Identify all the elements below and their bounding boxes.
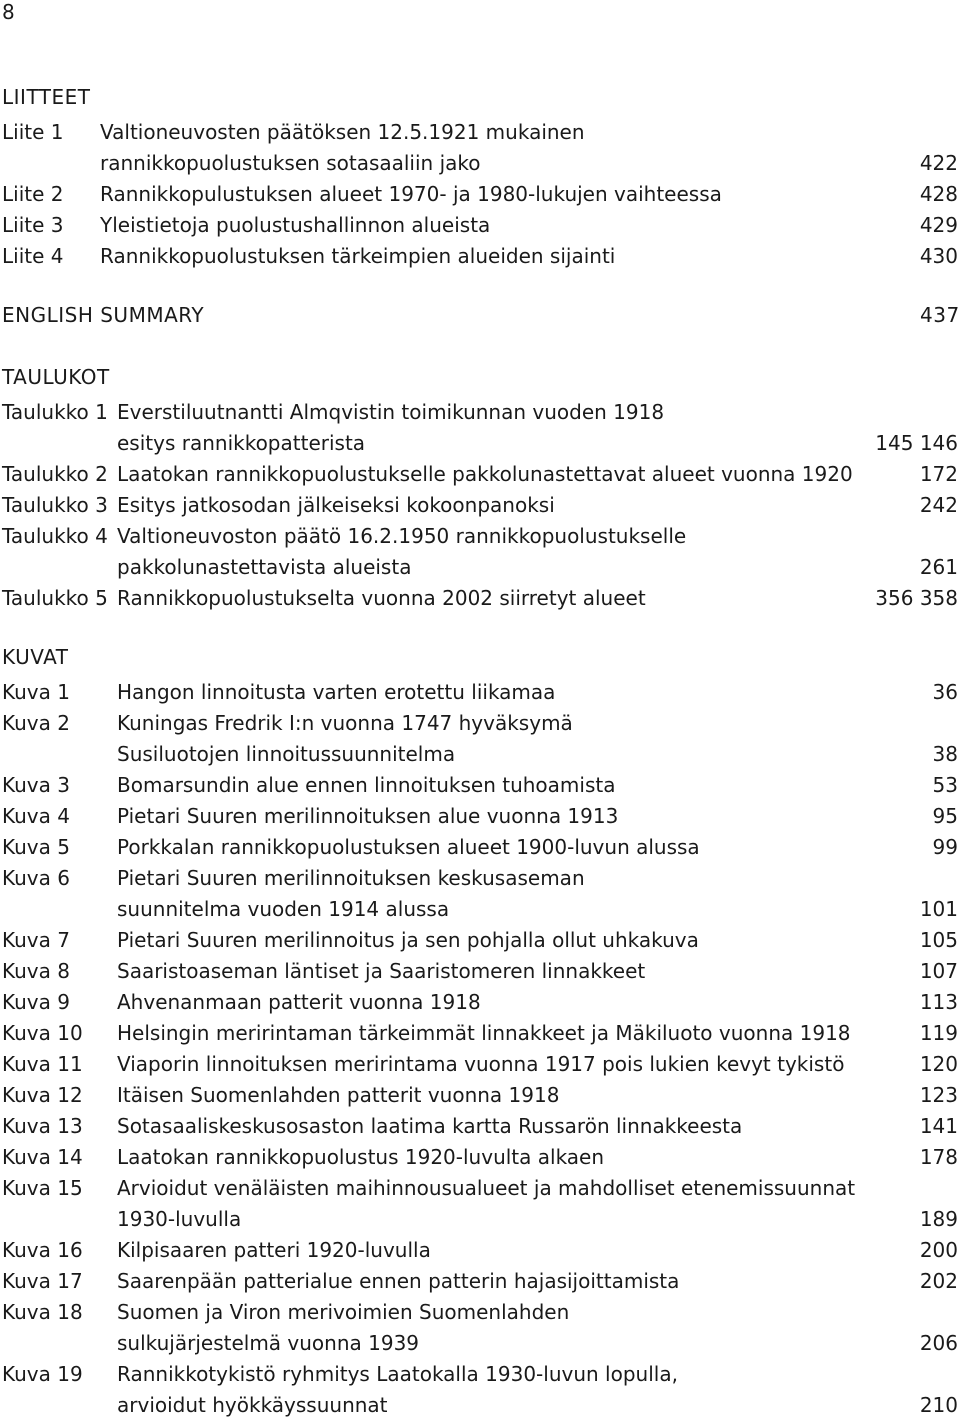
entry-page-number: 119 [919,1021,958,1045]
list-item [0,680,960,711]
entry-description [117,804,618,835]
entry-description [117,586,646,617]
entry-description [100,213,490,244]
entry-description-line: Pietari Suuren merilinnoitus ja sen pohjalla ollut uhkakuva [117,928,699,952]
list-item [0,462,960,493]
entry-description [117,928,699,959]
entry-description [117,835,700,866]
entry-description [100,182,722,213]
entry-label: Kuva 8 [2,959,70,983]
entry-description [117,1238,431,1269]
entry-description-line: Esitys jatkosodan jälkeiseksi kokoonpanoksi [117,493,555,517]
entry-description-line: Laatokan rannikkopuolustus 1920-luvulta alkaen [117,1145,605,1169]
list-item [0,1052,960,1083]
entry-description-line: Everstiluutnantti Almqvistin toimikunnan vuoden 1918 [117,400,665,424]
entry-description-line: Helsingin meririntaman tärkeimmät linnakkeet ja Mäkiluoto vuonna 1918 [117,1021,851,1045]
entry-page-number: 189 [919,1207,958,1231]
page-number: 8 [2,0,15,24]
entry-label: Kuva 17 [2,1269,83,1293]
entry-description-line: Ahvenanmaan patterit vuonna 1918 [117,990,481,1014]
entry-description-line: Kilpisaaren patteri 1920-luvulla [117,1238,431,1262]
entry-page-number: 107 [919,959,958,983]
entry-page-number: 53 [932,773,958,797]
entry-page-number: 356 358 [875,586,958,610]
entry-label: Taulukko 2 [2,462,108,486]
entry-description-line: Viaporin linnoituksen meririntama vuonna 1917 pois lukien kevyt tykistö [117,1052,845,1076]
list-item [0,524,960,586]
entry-description [100,244,615,275]
entry-page-number: 202 [919,1269,958,1293]
entry-label: Liite 4 [2,244,64,268]
list-item [0,1238,960,1269]
entry-description [117,1269,679,1300]
entry-description [117,524,686,586]
entry-page-number: 95 [932,804,958,828]
entry-description [117,1052,844,1083]
entry-description [117,1114,742,1145]
entry-description-line: Porkkalan rannikkopuolustuksen alueet 1900-luvun alussa [117,835,700,859]
entry-description-line: Rannikkopuolustukselta vuonna 2002 siirretyt alueet [117,586,646,610]
entry-description-line: rannikkopuolustuksen sotasaaliin jako [100,151,481,175]
entry-description-line: Saaristoaseman läntiset ja Saaristomeren linnakkeet [117,959,646,983]
entry-page-number: 105 [919,928,958,952]
entry-page-number: 113 [919,990,958,1014]
section-title-kuvat: KUVAT [2,645,69,669]
list-item [0,804,960,835]
entry-description [100,120,585,182]
list-item [0,711,960,773]
entry-description-line: arvioidut hyökkäyssuunnat [117,1393,388,1417]
entry-description-line: Kuningas Fredrik I:n vuonna 1747 hyväksymä [117,711,573,735]
entry-page-number: 99 [932,835,958,859]
section-title-summary: ENGLISH SUMMARY [2,303,205,327]
entry-description-line: Bomarsundin alue ennen linnoituksen tuhoamista [117,773,616,797]
entry-label: Kuva 1 [2,680,70,704]
entry-description [117,493,555,524]
entry-description [117,1300,569,1362]
entry-description-line: Laatokan rannikkopuolustukselle pakkolunastettavat alueet vuonna 1920 [117,462,853,486]
list-item [0,213,960,244]
entry-description-line: pakkolunastettavista alueista [117,555,412,579]
list-item [0,1021,960,1052]
entry-label: Taulukko 3 [2,493,108,517]
entry-description [117,1362,678,1424]
entry-page-number: 38 [932,742,958,766]
entry-description [117,400,664,462]
entry-label: Liite 3 [2,213,64,237]
entry-description-line: Hangon linnoitusta varten erotettu liikamaa [117,680,556,704]
list-item [0,835,960,866]
entry-page-number: 261 [919,555,958,579]
entry-label: Taulukko 4 [2,524,108,548]
entry-description-line: Yleistietoja puolustushallinnon alueista [100,213,491,237]
entry-description [117,1083,559,1114]
entry-label: Kuva 16 [2,1238,83,1262]
entry-label: Kuva 15 [2,1176,83,1200]
entry-label: Taulukko 5 [2,586,108,610]
list-item [0,1362,960,1424]
entry-description [117,1176,855,1238]
entry-description-line: Itäisen Suomenlahden patterit vuonna 1918 [117,1083,560,1107]
entry-description [117,1021,851,1052]
entry-description-line: Rannikkopulustuksen alueet 1970- ja 1980-lukujen vaihteessa [100,182,722,206]
entry-page-number: 242 [919,493,958,517]
list-item [0,1300,960,1362]
list-item [0,928,960,959]
entry-page-number: 430 [919,244,958,268]
entry-description-line: Pietari Suuren merilinnoituksen alue vuonna 1913 [117,804,619,828]
entry-description-line: Susiluotojen linnoitussuunnitelma [117,742,456,766]
list-item [0,959,960,990]
entry-description [117,990,481,1021]
entry-page-number: 428 [919,182,958,206]
entry-description [117,959,645,990]
entry-description-line: 1930-luvulla [117,1207,242,1231]
entry-label: Kuva 14 [2,1145,83,1169]
entry-label: Kuva 2 [2,711,70,735]
entry-label: Taulukko 1 [2,400,108,424]
list-item [0,1176,960,1238]
entry-description [117,462,853,493]
entry-description [117,866,585,928]
entry-description-line: Rannikkotykistö ryhmitys Laatokalla 1930-luvun lopulla, [117,1362,678,1386]
entry-description-line: suunnitelma vuoden 1914 alussa [117,897,450,921]
entry-label: Kuva 12 [2,1083,83,1107]
entry-description-line: Sotasaaliskeskusosaston laatima kartta Russarön linnakkeesta [117,1114,743,1138]
entry-label: Kuva 7 [2,928,70,952]
list-item [0,493,960,524]
entry-description-line: sulkujärjestelmä vuonna 1939 [117,1331,420,1355]
list-item [0,1145,960,1176]
entry-description [117,773,615,804]
list-item [0,182,960,213]
entry-description-line: Rannikkopuolustuksen tärkeimpien alueiden sijainti [100,244,616,268]
list-item [0,1114,960,1145]
entry-label: Kuva 19 [2,1362,83,1386]
entry-label: Kuva 6 [2,866,70,890]
entry-page-number: 206 [919,1331,958,1355]
entry-label: Liite 1 [2,120,64,144]
entry-description-line: Pietari Suuren merilinnoituksen keskusaseman [117,866,585,890]
entry-description-line: Saarenpään patterialue ennen patterin hajasijoittamista [117,1269,680,1293]
entry-description-line: Suomen ja Viron merivoimien Suomenlahden [117,1300,570,1324]
entry-page-number: 429 [919,213,958,237]
list-item [0,586,960,617]
list-item [0,1269,960,1300]
list-item [0,244,960,275]
entry-page-number: 200 [919,1238,958,1262]
entry-description-line: Valtioneuvosten päätöksen 12.5.1921 mukainen [100,120,585,144]
entry-label: Kuva 13 [2,1114,83,1138]
entry-label: Liite 2 [2,182,64,206]
entry-description-line: Valtioneuvoston päätö 16.2.1950 rannikkopuolustukselle [117,524,687,548]
section-title-liitteet: LIITTEET [2,85,91,109]
entry-label: Kuva 9 [2,990,70,1014]
entry-label: Kuva 18 [2,1300,83,1324]
list-item [0,866,960,928]
entry-page-number: 210 [919,1393,958,1417]
entry-label: Kuva 4 [2,804,70,828]
entry-page-number: 123 [919,1083,958,1107]
entry-page-number: 172 [919,462,958,486]
list-item [0,1083,960,1114]
entry-page-number: 101 [919,897,958,921]
list-item [0,773,960,804]
list-item [0,400,960,462]
entry-label: Kuva 10 [2,1021,83,1045]
entry-page-number: 141 [919,1114,958,1138]
list-item [0,120,960,182]
entry-page-number: 422 [919,151,958,175]
summary-page-number: 437 [920,303,960,327]
entry-description-line: esitys rannikkopatterista [117,431,366,455]
section-title-taulukot: TAULUKOT [2,365,110,389]
entry-page-number: 178 [919,1145,958,1169]
entry-page-number: 36 [932,680,958,704]
entry-description-line: Arvioidut venäläisten maihinnousualueet ja mahdolliset etenemissuunnat [117,1176,856,1200]
entry-label: Kuva 3 [2,773,70,797]
entry-description [117,1145,604,1176]
list-item [0,990,960,1021]
entry-description [117,711,573,773]
entry-label: Kuva 5 [2,835,70,859]
entry-page-number: 120 [919,1052,958,1076]
entry-label: Kuva 11 [2,1052,83,1076]
entry-page-number: 145 146 [875,431,958,455]
entry-description [117,680,555,711]
